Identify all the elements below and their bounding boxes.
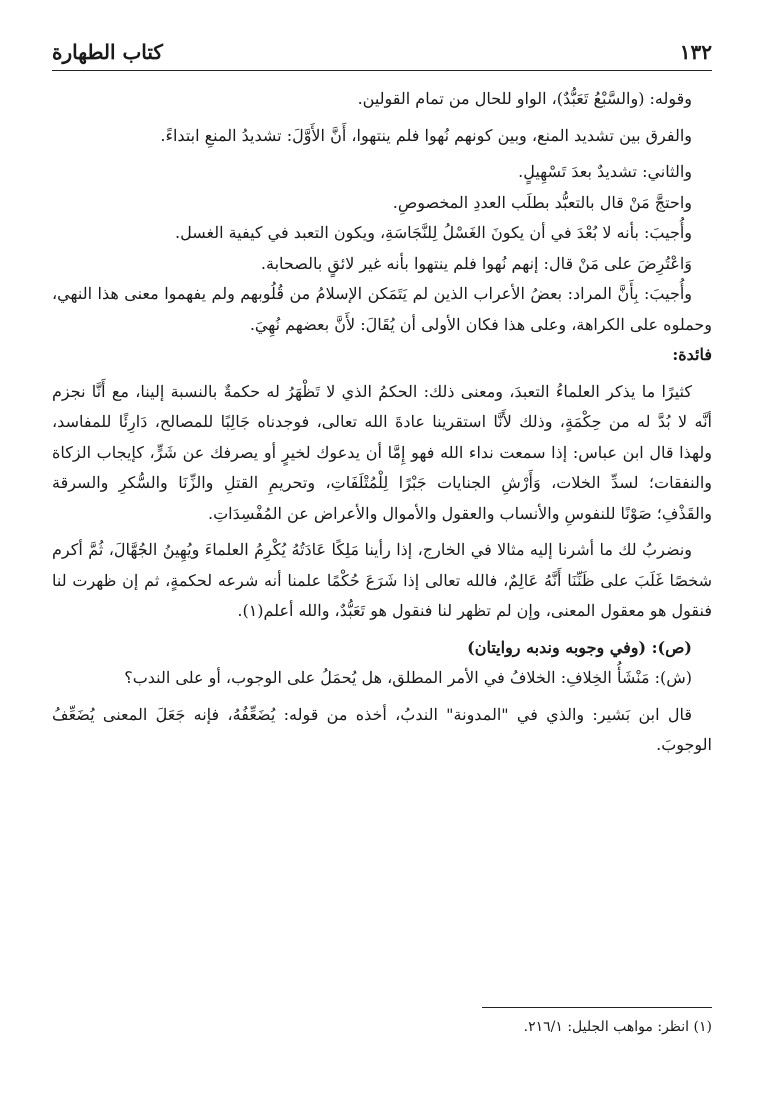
paragraph: كثيرًا ما يذكر العلماءُ التعبدَ، ومعنى ذلك: الحكمُ الذي لا تَظْهَرُ له حكمةٌ بالنسبة إلينا، مع أَنَّا نجزم أنَّه لا بُدَّ له من حِكْمَةٍ، وذلك لأَنَّا استقرينا عادةَ الله تعالى، فوجدناه جَالِبًا للمصالح، دَارِئًا للمفاسد، ولهذا قال ابن عباس: إذا سمعت نداء الله فهو إِمَّا أن يدعوك لخيرٍ أو يصرفك عن شَرٍّ، كإيجاب الزكاة والنفقات؛ لسدِّ الخلات، وَأَرْشِ الجنايات جَبْرًا لِلْمُتْلَفَاتِ، وتحريمِ القتلِ والزِّنَا والسُّكرِ والسرقة والقَذْفِ؛ صَوْنًا للنفوسِ والأنساب والعقول والأموال والأعراض عن المُفْسِدَاتِ. <box>52 381 712 523</box>
paragraph: قال ابن بَشير: والذي في "المدونة" الندبُ، أخذه من قوله: يُضَعِّفُهُ، فإنه جَعَلَ المعنى يُضَعِّفُ الوجوبَ. <box>52 704 712 754</box>
paragraph: والثاني: تشديدٌ بعدَ تَسْهِيلٍ. <box>518 162 692 181</box>
paragraph: وأُجيبَ: بأنه لا بُعْدَ في أن يكونَ الغَسْلُ لِلنَّجَاسَةِ، ويكون التعبد في كيفية الغسل. <box>175 223 692 242</box>
paragraph: ونضربُ لك ما أشرنا إليه مثالا في الخارج، إذا رأينا مَلِكًا عَادَتُهُ يُكْرِمُ العلماءَ ويُهِينُ الجُهَّالَ، ثُمَّ أكرم شخصًا غَلَبَ على ظَنِّنَا أَنَّهُ عَالِمٌ، فالله تعالى إذا شَرَعَ حُكْمًا علمنا أنه شرعه لحكمةٍ، ثم إن ظهرت لنا فنقول هو معقول المعنى، وإن لم تظهر لنا فنقول هو تَعَبُّدٌ، والله أعلم(١). <box>52 540 712 620</box>
paragraph: (ش): مَنْشَأُ الخِلافِ: الخلافُ في الأمر المطلق، هل يُحمَلُ على الوجوب، أو على الندب؟ <box>124 668 692 687</box>
paragraph: وَاعْتُرِضَ على مَنْ قال: إنهم نُهوا فلم ينتهوا بأنه غير لائقٍ بالصحابة. <box>260 253 692 273</box>
footnote-divider <box>482 1007 712 1008</box>
book-title: كتاب الطهارة <box>52 40 163 64</box>
footnote: (١) انظر: مواهب الجليل: ٢١٦/١. <box>523 1019 712 1035</box>
text-heading: (ص): (وفي وجوبه وندبه روايتان) <box>467 637 692 657</box>
section-heading: فائدة: <box>672 345 712 364</box>
page-header <box>52 36 712 71</box>
body-text <box>52 84 712 761</box>
paragraph: وأُجيبَ: بِأَنَّ المراد: بعضُ الأعراب الذين لم يَتَمَكن الإسلامُ من قُلُوبهم ولم يفهموا معنى هذا النهي، وحملوه على الكراهة، وعلى هذا فكان الأولى أن يُقَالَ: لأَنَّ بعضهم نُهِيَ. <box>52 284 712 334</box>
page-number: ١٣٢ <box>679 40 712 64</box>
paragraph: وقوله: (والسَّبْعُ تَعَبُّدٌ)، الواو للحال من تمام القولين. <box>357 89 692 108</box>
paragraph: والفرق بين تشديد المنع، وبين كونهم نُهوا فلم ينتهوا، أَنَّ الأَوَّلَ: تشديدُ المنعِ ابتداءً. <box>160 125 692 145</box>
paragraph: واحتجَّ مَنْ قال بالتعبُّد بطلَب العددِ المخصوصِ. <box>392 192 692 212</box>
